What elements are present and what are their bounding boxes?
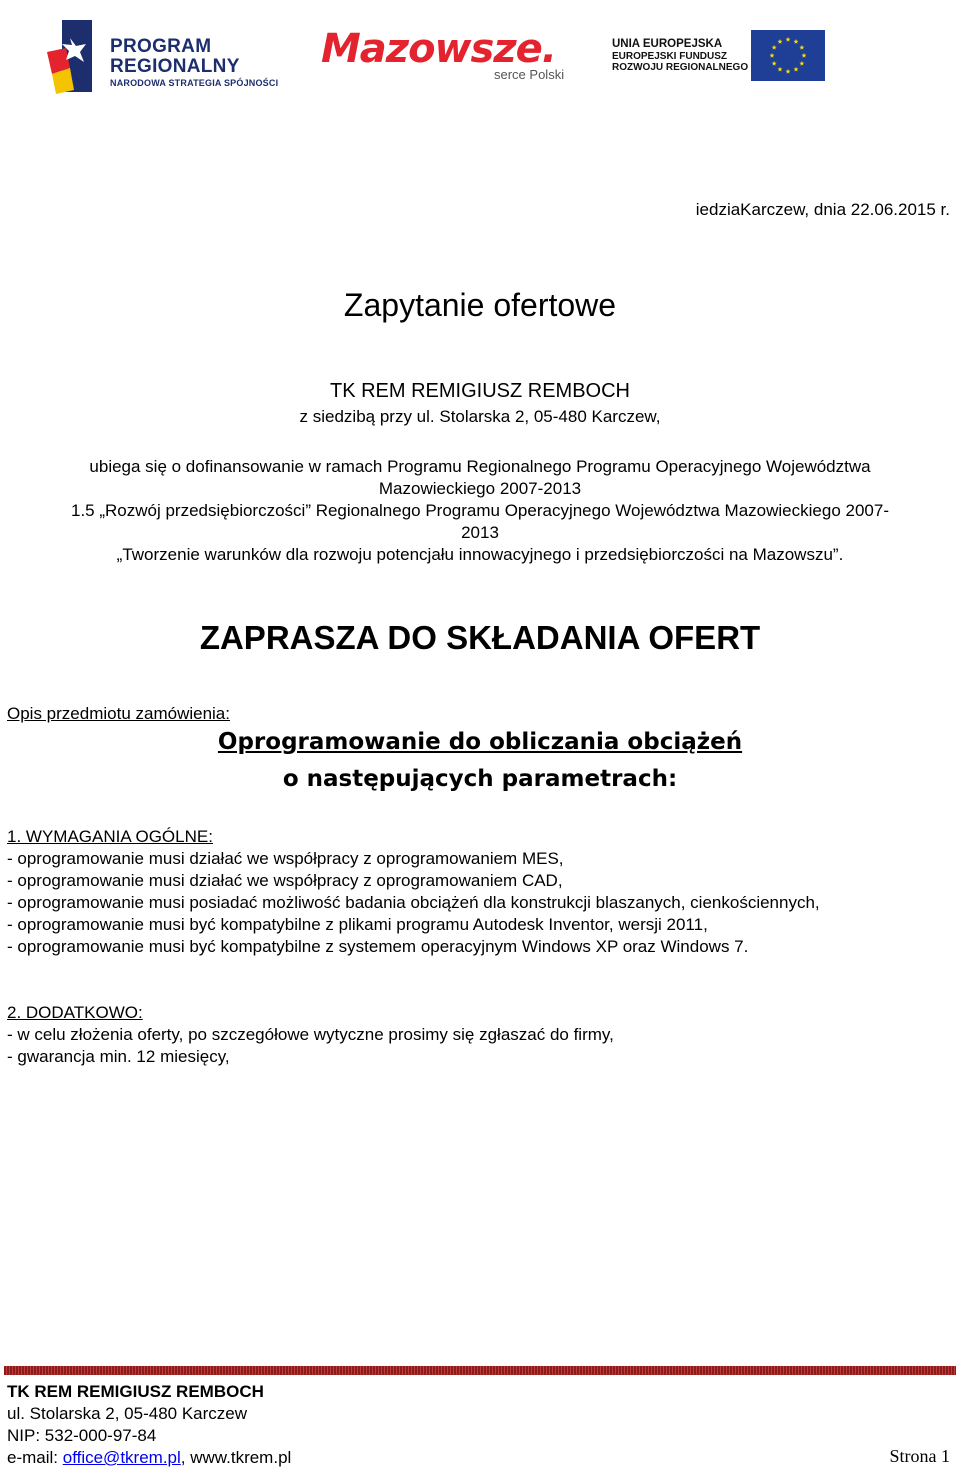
page-number: Strona 1: [889, 1446, 950, 1466]
footer-email-prefix: e-mail:: [7, 1448, 63, 1467]
ue-line3: ROZWOJU REGIONALNEGO: [612, 62, 749, 73]
footer-address: ul. Stolarska 2, 05-480 Karczew: [7, 1404, 248, 1423]
footer: [7, 1381, 291, 1469]
list-item: - oprogramowanie musi posiadać możliwość badania obciążeń dla konstrukcji blaszanych, cienkościennych,: [7, 893, 820, 912]
section-additional: [7, 1002, 614, 1068]
list-item: - oprogramowanie musi działać we współpracy z oprogramowaniem MES,: [7, 849, 564, 868]
section-general-requirements: [7, 826, 820, 958]
footer-contact: [7, 1447, 291, 1469]
page-title: Zapytanie ofertowe: [343, 287, 617, 323]
program-regionalny-line3: NARODOWA STRATEGIA SPÓJNOŚCI: [110, 78, 279, 88]
list-item: - oprogramowanie musi działać we współpracy z oprogramowaniem CAD,: [7, 871, 563, 890]
program-regionalny-line2: REGIONALNY: [110, 56, 240, 77]
footer-email-link[interactable]: office@tkrem.pl: [62, 1448, 181, 1467]
company-name: TK REM REMIGIUSZ REMBOCH: [329, 380, 630, 402]
list-item: - gwarancja min. 12 miesięcy,: [7, 1047, 230, 1066]
opis-label: Opis przedmiotu zamówienia:: [7, 704, 230, 723]
document-date: iedziaKarczew, dnia 22.06.2015 r.: [695, 200, 950, 219]
subject-line-2: o następujących parametrach:: [282, 766, 678, 792]
invitation-heading: ZAPRASZA DO SKŁADANIA OFERT: [199, 619, 761, 656]
ue-line1: UNIA EUROPEJSKA: [612, 38, 723, 50]
list-item: - oprogramowanie musi być kompatybilne z plikami programu Autodesk Inventor, wersji 2011,: [7, 915, 708, 934]
section1-heading: 1. WYMAGANIA OGÓLNE:: [7, 827, 213, 846]
footer-company: TK REM REMIGIUSZ REMBOCH: [7, 1382, 264, 1401]
list-item: - w celu złożenia oferty, po szczegółowe wytyczne prosimy się zgłaszać do firmy,: [7, 1025, 614, 1044]
ue-line2: EUROPEJSKI FUNDUSZ: [612, 51, 728, 62]
funding-line-3: 1.5 „Rozwój przedsiębiorczości” Regionalnego Programu Operacyjnego Województwa Mazowieckiego 2007-: [71, 501, 889, 520]
subject-line-1: Oprogramowanie do obliczania obciążeń: [217, 729, 743, 755]
eu-flag-icon: [751, 30, 825, 81]
program-regionalny-line1: PROGRAM: [110, 36, 212, 57]
mazowsze-logo-text: Mazowsze.: [321, 26, 556, 72]
funding-line-1: ubiega się o dofinansowanie w ramach Programu Regionalnego Programu Operacyjnego Województwa: [89, 457, 871, 476]
footer-divider: [4, 1366, 956, 1375]
footer-www: , www.tkrem.pl: [180, 1448, 292, 1467]
funding-line-4: 2013: [461, 523, 499, 542]
footer-nip: NIP: 532-000-97-84: [7, 1426, 157, 1445]
program-regionalny-logo-icon: [42, 16, 108, 96]
header-logo-bar: [0, 0, 870, 110]
company-address: z siedzibą przy ul. Stolarska 2, 05-480 Karczew,: [299, 407, 661, 426]
list-item: - oprogramowanie musi być kompatybilne z systemem operacyjnym Windows XP oraz Windows 7.: [7, 937, 749, 956]
section2-heading: 2. DODATKOWO:: [7, 1003, 143, 1022]
funding-line-5: „Tworzenie warunków dla rozwoju potencjału innowacyjnego i przedsiębiorczości na Mazowszu”.: [116, 545, 844, 564]
ue-logo-text: [612, 38, 748, 73]
funding-line-2: Mazowieckiego 2007-2013: [378, 479, 582, 498]
mazowsze-tagline: serce Polski: [494, 67, 565, 82]
program-regionalny-text: [110, 37, 278, 89]
